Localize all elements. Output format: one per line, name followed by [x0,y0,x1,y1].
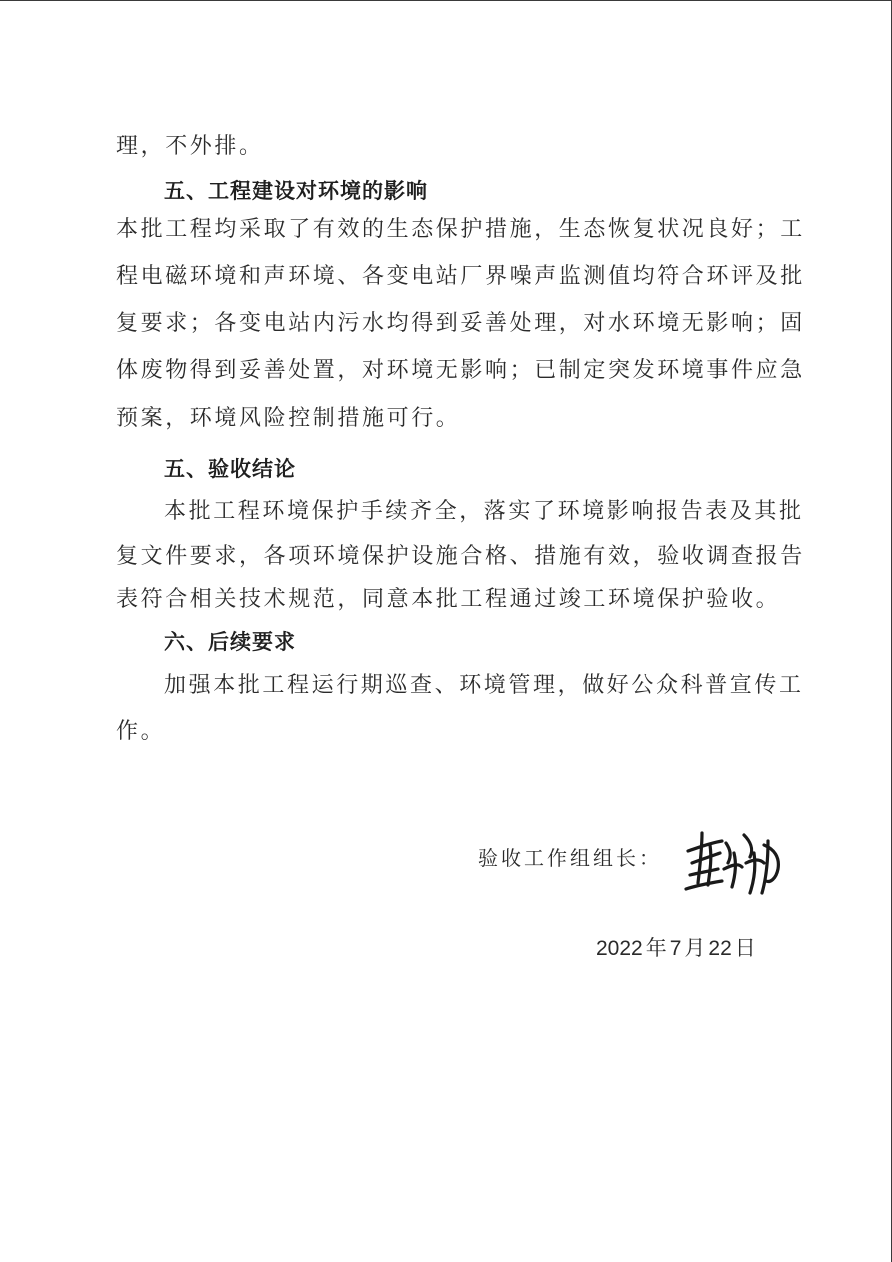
signing-date [596,933,759,964]
date-month-char: 月 [684,936,706,960]
paragraph-line: 加强本批工程运行期巡查、环境管理，做好公众科普宣传工 [164,673,804,698]
paragraph-line: 表符合相关技术规范，同意本批工程通过竣工环境保护验收。 [116,587,781,612]
handwritten-signature [680,823,786,899]
date-year-char: 年 [645,936,667,960]
paragraph-line: 理，不外排。 [116,134,264,159]
paragraph-line: 程电磁环境和声环境、各变电站厂界噪声监测值均符合环评及批 [116,264,805,289]
date-day-char: 日 [734,936,756,960]
paragraph-line: 作。 [116,719,166,744]
section-heading-follow-up-requirements: 六、后续要求 [164,630,296,654]
paragraph-line: 体废物得到妥善处置，对环境无影响；已制定突发环境事件应急 [116,358,805,383]
paragraph-line: 复要求；各变电站内污水均得到妥善处理，对水环境无影响；固 [116,311,805,336]
paragraph-line: 预案，环境风险控制措施可行。 [116,406,461,431]
section-heading-acceptance-conclusion: 五、验收结论 [164,457,296,481]
paragraph-line: 本批工程环境保护手续齐全，落实了环境影响报告表及其批 [164,499,804,524]
date-year: 2022 [596,937,643,960]
paragraph-line: 本批工程均采取了有效的生态保护措施，生态恢复状况良好；工 [116,217,805,242]
date-month: 7 [669,937,682,960]
paragraph-line: 复文件要求，各项环境保护设施合格、措施有效，验收调查报告 [116,544,805,569]
section-heading-environmental-impact: 五、工程建设对环境的影响 [164,179,428,203]
date-day: 22 [708,937,732,960]
signature-label: 验收工作组组长： [478,846,662,870]
